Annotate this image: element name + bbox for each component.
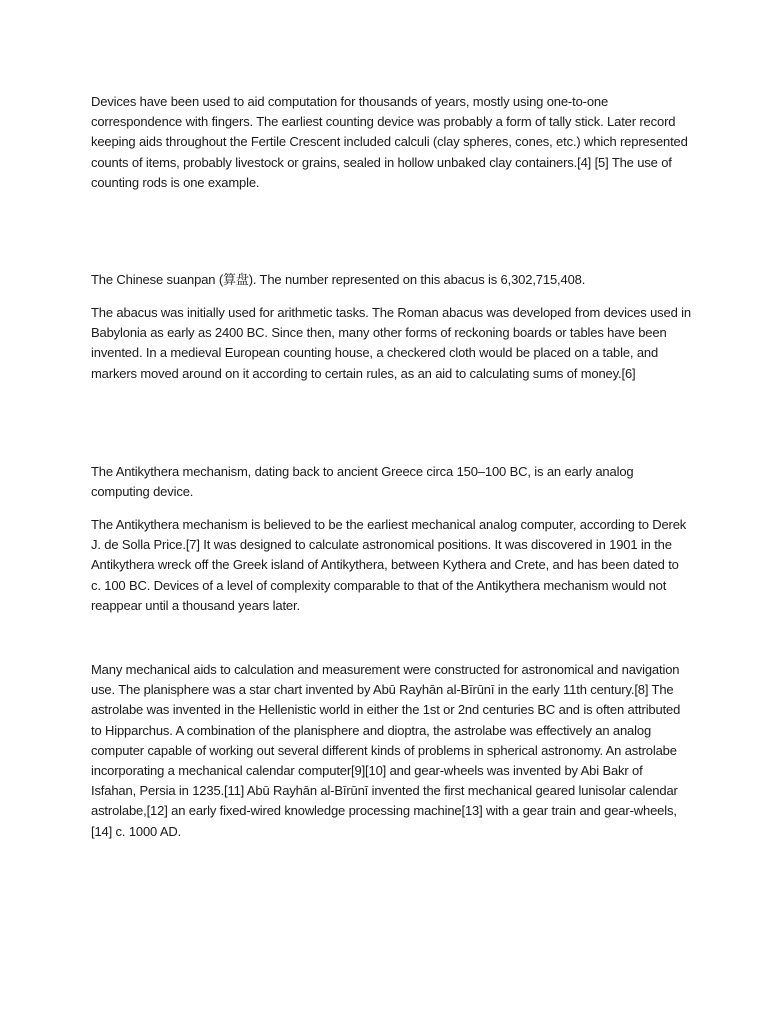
paragraph-antikythera-caption: The Antikythera mechanism, dating back to ancient Greece circa 150–100 BC, is an early analog computing device. — [91, 464, 634, 500]
paragraph-abacus: The abacus was initially used for arithmetic tasks. The Roman abacus was developed from devices used in Babylonia as early as 2400 BC. Since then, many other forms of reckoning boards or tables have been invented. In a medieval European counting house, a checkered cloth would be placed on a table, and markers moved around on it according to certain rules, as an aid to calculating sums of money.[6] — [91, 305, 691, 381]
paragraph-antikythera: The Antikythera mechanism is believed to be the earliest mechanical analog computer, according to Derek J. de Solla Price.[7] It was designed to calculate astronomical positions. It was discovered in 1901 in the Antikythera wreck off the Greek island of Antikythera, between Kythera and Crete, and has been dated to c. 100 BC. Devices of a level of complexity comparable to that of the Antikythera mechanism would not reappear until a thousand years later. — [91, 517, 687, 613]
paragraph-suanpan-caption: The Chinese suanpan (算盘). The number represented on this abacus is 6,302,715,408. — [91, 272, 586, 287]
paragraph-astrolabe: Many mechanical aids to calculation and measurement were constructed for astronomical and navigation use. The planisphere was a star chart invented by Abū Rayhān al-Bīrūnī in the early 11th century.[8] The astrolabe was invented in the Hellenistic world in either the 1st or 2nd centuries BC and is often attributed to Hipparchus. A combination of the planisphere and dioptra, the astrolabe was effectively an analog computer capable of working out several different kinds of problems in spherical astronomy. An astrolabe incorporating a mechanical calendar computer[9][10] and gear-wheels was invented by Abi Bakr of Isfahan, Persia in 1235.[11] Abū Rayhān al-Bīrūnī invented the first mechanical geared lunisolar calendar astrolabe,[12] an early fixed-wired knowledge processing machine[13] with a gear train and gear-wheels,[14] c. 1000 AD. — [91, 662, 681, 839]
paragraph-tally-stick: Devices have been used to aid computation for thousands of years, mostly using one-to-one correspondence with fingers. The earliest counting device was probably a form of tally stick. Later record keeping aids throughout the Fertile Crescent included calculi (clay spheres, cones, etc.) which represented counts of items, probably livestock or grains, sealed in hollow unbaked clay containers.[4] [5] The use of counting rods is one example. — [91, 94, 688, 190]
